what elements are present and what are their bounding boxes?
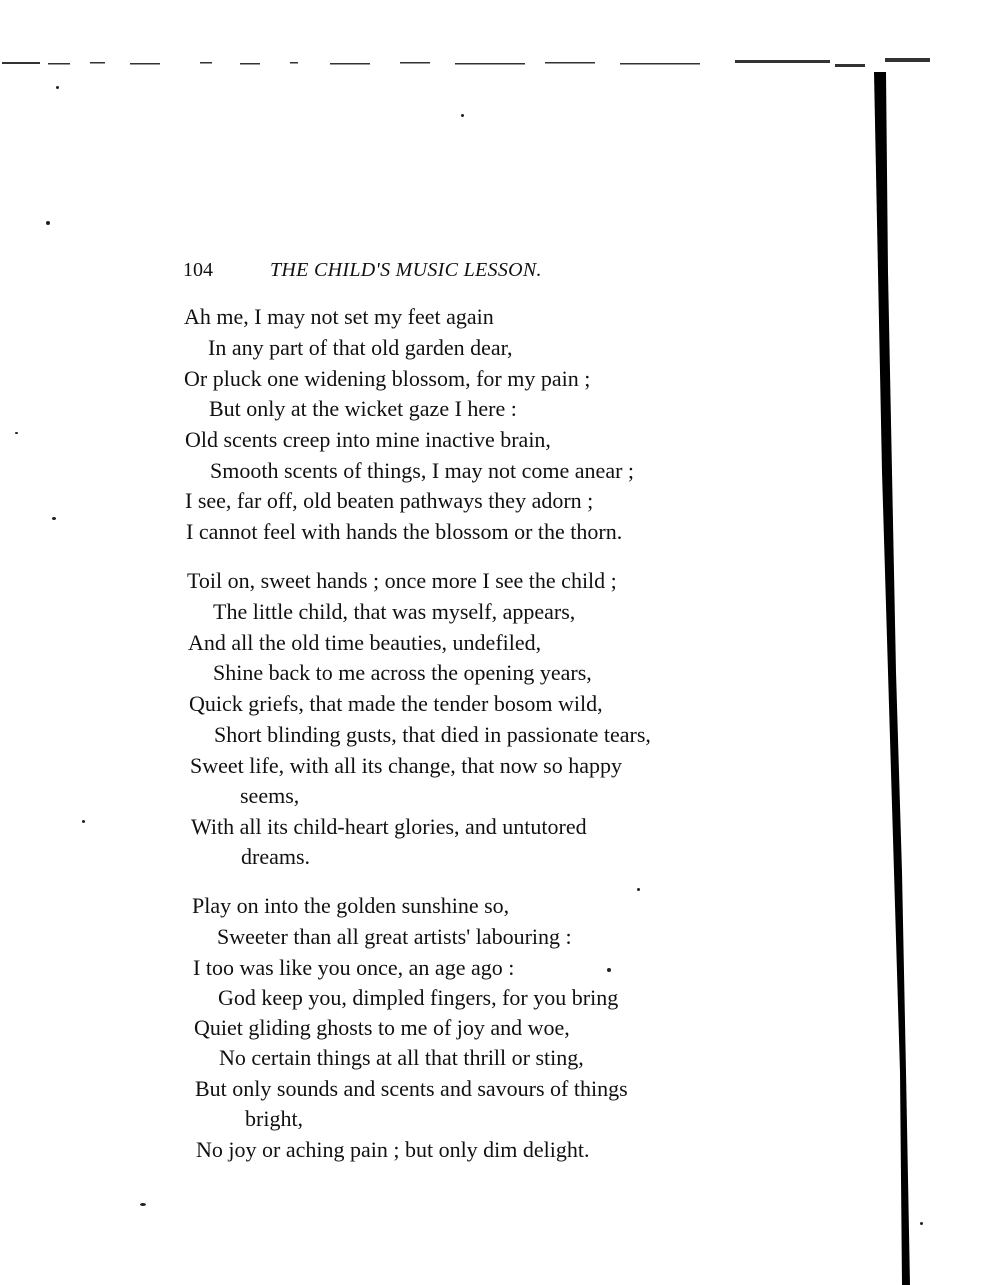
poem-line: seems, <box>240 783 300 808</box>
poem-line: I see, far off, old beaten pathways they adorn ; <box>185 488 594 513</box>
scan-speck <box>15 432 18 434</box>
poem-line: I too was like you once, an age ago : <box>193 955 515 980</box>
poem-line: And all the old time beauties, undefiled, <box>188 630 542 655</box>
poem-line: Quiet gliding ghosts to me of joy and woe, <box>194 1015 570 1040</box>
poem-line: bright, <box>245 1106 304 1131</box>
poem-line: But only sounds and scents and savours of things <box>195 1076 628 1101</box>
poem-line: I cannot feel with hands the blossom or the thorn. <box>186 519 623 544</box>
poem-line: In any part of that old garden dear, <box>208 335 513 360</box>
poem-line: Sweet life, with all its change, that now so happy <box>190 753 622 778</box>
poem-line: Old scents creep into mine inactive brain, <box>185 427 551 452</box>
scan-noise-top <box>0 52 935 76</box>
scan-speck <box>461 114 464 117</box>
poem-line: dreams. <box>241 844 311 869</box>
poem-line: No joy or aching pain ; but only dim delight. <box>196 1137 590 1162</box>
page-edge-shadow <box>872 72 917 1285</box>
poem-line: Ah me, I may not set my feet again <box>184 304 494 329</box>
page-number: 104 <box>183 259 213 281</box>
poem-line: Short blinding gusts, that died in passionate tears, <box>214 722 651 747</box>
poem-line: Or pluck one widening blossom, for my pain ; <box>184 366 591 391</box>
scan-speck <box>56 86 59 89</box>
poem-line: Toil on, sweet hands ; once more I see the child ; <box>187 568 617 593</box>
poem-line: Play on into the golden sunshine so, <box>192 893 510 918</box>
poem-line: Sweeter than all great artists' labouring : <box>217 924 572 949</box>
scan-speck <box>920 1222 923 1225</box>
poem-line: God keep you, dimpled fingers, for you bring <box>218 985 619 1010</box>
scan-speck <box>607 968 611 972</box>
poem-line: Quick griefs, that made the tender bosom wild, <box>189 691 603 716</box>
poem-line: With all its child-heart glories, and untutored <box>191 814 587 839</box>
scan-speck <box>140 1203 146 1206</box>
scan-speck <box>82 820 85 823</box>
scan-speck <box>52 517 56 520</box>
poem-line: No certain things at all that thrill or sting, <box>219 1045 584 1070</box>
poem-line: Smooth scents of things, I may not come anear ; <box>210 458 635 483</box>
scan-speck <box>637 888 640 891</box>
scan-speck <box>46 221 50 225</box>
poem-line: But only at the wicket gaze I here : <box>209 396 517 421</box>
running-head <box>183 256 643 284</box>
running-title: THE CHILD'S MUSIC LESSON. <box>270 259 542 281</box>
poem-line: The little child, that was myself, appears, <box>213 599 576 624</box>
poem-line: Shine back to me across the opening years, <box>213 660 592 685</box>
